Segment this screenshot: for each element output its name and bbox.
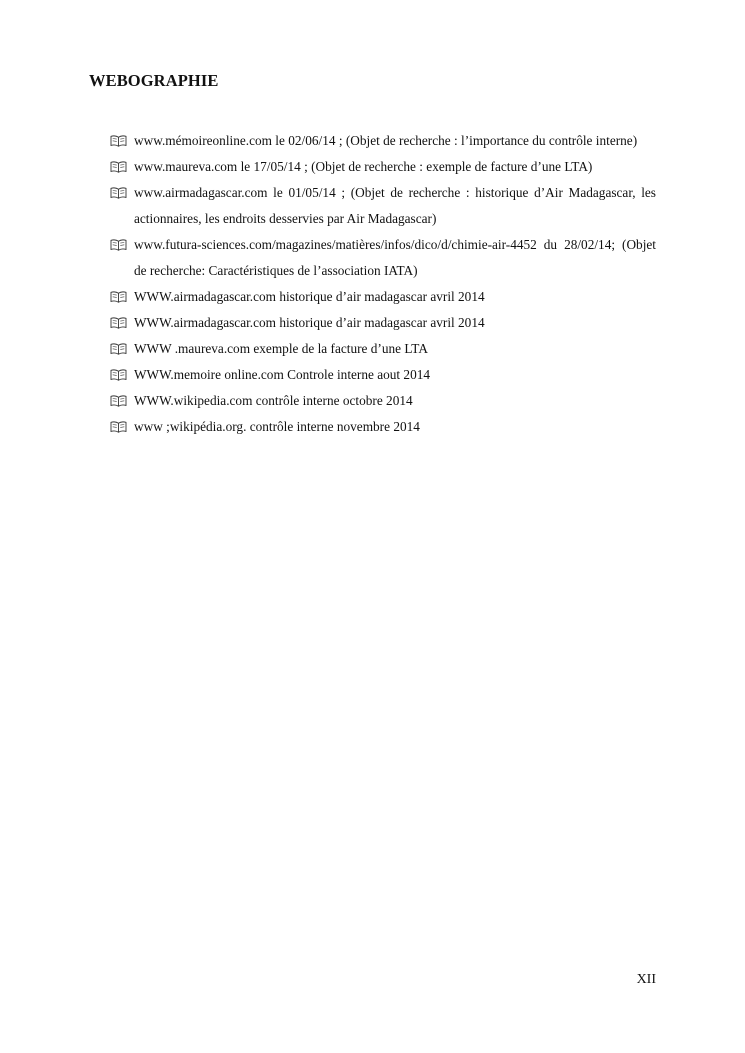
reference-text: WWW .maureva.com exemple de la facture d’une LTA [134, 341, 428, 356]
open-book-icon [110, 291, 127, 303]
open-book-icon [110, 317, 127, 329]
open-book-icon [110, 239, 127, 251]
reference-item [110, 362, 656, 388]
reference-item [110, 310, 656, 336]
web-reference-list [110, 128, 656, 440]
reference-text: WWW.memoire online.com Controle interne aout 2014 [134, 367, 431, 382]
reference-item [110, 336, 656, 362]
page-heading: WEBOGRAPHIE [89, 71, 219, 90]
reference-text: WWW.wikipedia.com contrôle interne octobre 2014 [134, 393, 413, 408]
open-book-icon [110, 187, 127, 199]
reference-text: www.airmadagascar.com le 01/05/14 ; (Objet de recherche : historique d’Air Madagascar, les actionnaires, les endroits desservies par Air Madagascar) [134, 185, 656, 226]
reference-text: www.futura-sciences.com/magazines/matières/infos/dico/d/chimie-air-4452 du 28/02/14; (Objet de recherche: Caractéristiques de l’association IATA) [134, 237, 656, 278]
reference-item [110, 284, 656, 310]
reference-text: www.mémoireonline.com le 02/06/14 ; (Objet de recherche : l’importance du contrôle interne) [134, 133, 638, 148]
open-book-icon [110, 135, 127, 147]
open-book-icon [110, 343, 127, 355]
reference-text: www.maureva.com le 17/05/14 ; (Objet de recherche : exemple de facture d’une LTA) [134, 159, 593, 174]
reference-item [110, 232, 656, 284]
reference-item [110, 128, 656, 154]
reference-text: www ;wikipédia.org. contrôle interne novembre 2014 [134, 419, 420, 434]
reference-text: WWW.airmadagascar.com historique d’air madagascar avril 2014 [134, 289, 485, 304]
open-book-icon [110, 369, 127, 381]
open-book-icon [110, 421, 127, 433]
reference-item [110, 154, 656, 180]
page-number: XII [636, 972, 656, 987]
reference-item [110, 414, 656, 440]
reference-text: WWW.airmadagascar.com historique d’air madagascar avril 2014 [134, 315, 485, 330]
reference-item [110, 388, 656, 414]
open-book-icon [110, 395, 127, 407]
reference-item [110, 180, 656, 232]
open-book-icon [110, 161, 127, 173]
